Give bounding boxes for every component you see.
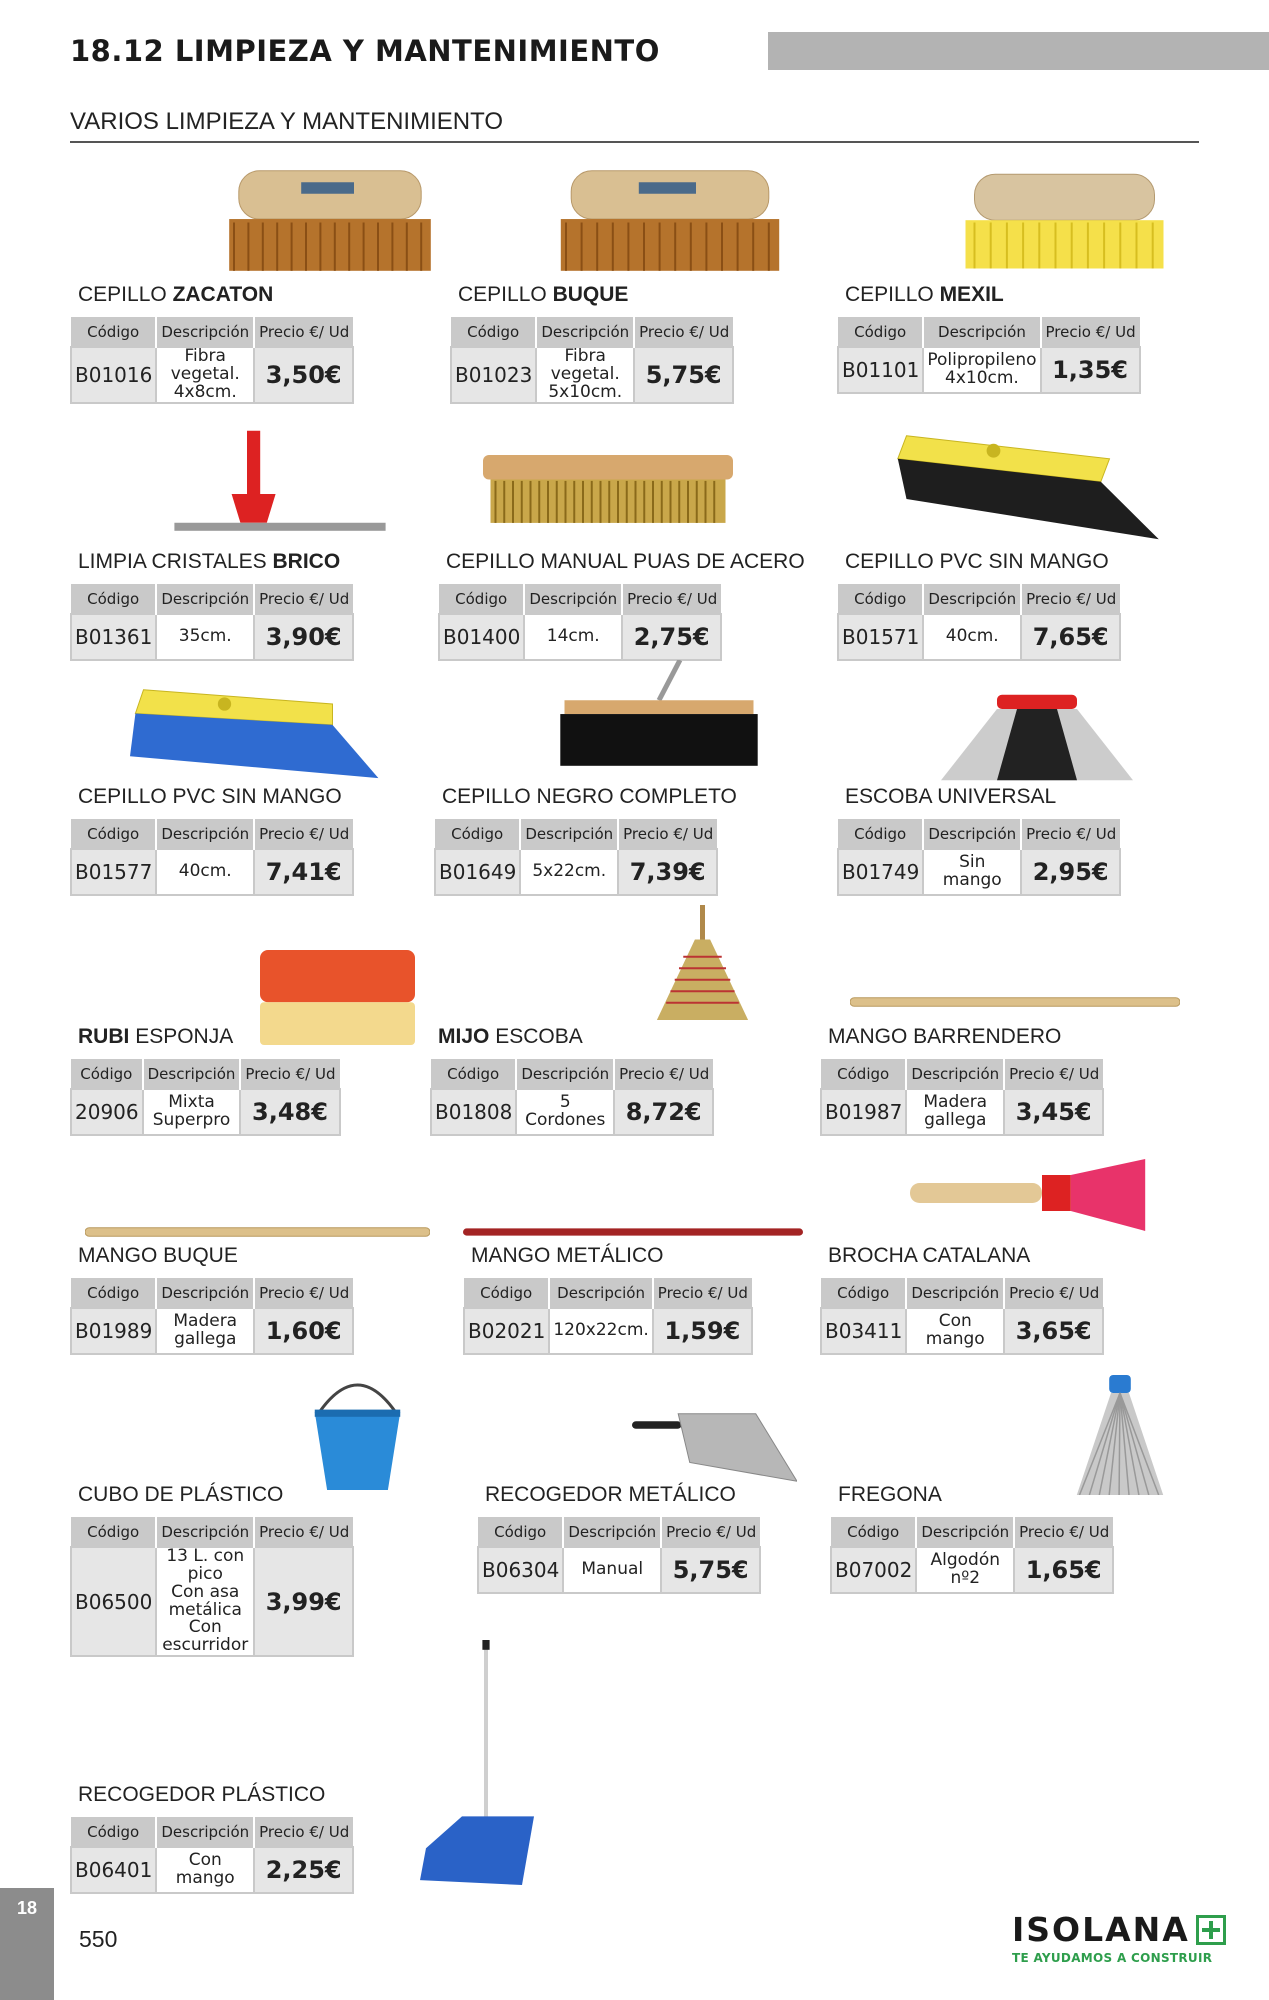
section-divider: [70, 141, 1199, 143]
price-table: [820, 1059, 1104, 1136]
description-line: Madera gallega: [923, 1092, 988, 1130]
table-header-row: [838, 584, 1120, 614]
description-line: 5x22cm.: [532, 861, 607, 882]
push-broom-icon: [554, 660, 764, 780]
price-table: [837, 584, 1121, 661]
page-title: 18.12 LIMPIEZA Y MANTENIMIENTO: [70, 34, 660, 68]
header-description: Descripción: [520, 819, 618, 849]
table-row: [71, 614, 353, 660]
product-price: 2,95€: [1021, 849, 1120, 895]
table-header-row: [464, 1278, 752, 1308]
product-name: [78, 1244, 238, 1268]
header-description: Descripción: [156, 819, 254, 849]
table-row: [71, 347, 353, 403]
product-name: [838, 1483, 942, 1507]
brand-tagline: TE AYUDAMOS A CONSTRUIR: [1012, 1951, 1213, 1965]
header-description: Descripción: [923, 317, 1040, 347]
table-header-row: [71, 1817, 353, 1847]
wire-brush-icon: [483, 455, 733, 530]
product-price: 3,45€: [1004, 1089, 1103, 1135]
header-bar: [768, 32, 1269, 70]
product-price: 2,25€: [254, 1847, 353, 1893]
table-row: [464, 1308, 752, 1354]
product-code: B01649: [435, 849, 520, 895]
header-description: Descripción: [156, 317, 254, 347]
header-code: Código: [71, 584, 156, 614]
product-price: 3,99€: [254, 1547, 353, 1656]
product-name-plain: CEPILLO: [845, 283, 934, 306]
product-description: [516, 1089, 614, 1135]
straw-broom-icon: [655, 905, 750, 1025]
header-description: Descripción: [536, 317, 634, 347]
brand-logo: [1012, 1910, 1226, 1965]
brand-name: ISOLANA: [1012, 1910, 1190, 1949]
header-code: Código: [431, 1059, 516, 1089]
chapter-tab: [0, 1888, 54, 2000]
sponge-icon: [260, 950, 415, 1050]
product-name-plain: MANGO METÁLICO: [471, 1244, 664, 1267]
price-table: [70, 317, 354, 404]
price-table: [70, 819, 354, 896]
description-line: 4x8cm.: [173, 381, 237, 402]
price-table: [830, 1517, 1114, 1594]
description-line: Algodón nº2: [930, 1550, 1000, 1588]
product-name: [78, 283, 273, 307]
price-table: [430, 1059, 714, 1136]
product-name-plain: RECOGEDOR METÁLICO: [485, 1483, 736, 1506]
header-price: Precio €/ Ud: [634, 317, 733, 347]
yellow-brush-icon: [952, 165, 1177, 285]
product-description: [520, 849, 618, 895]
table-header-row: [71, 1059, 340, 1089]
header-price: Precio €/ Ud: [1004, 1059, 1103, 1089]
product-name-plain: LIMPIA CRISTALES: [78, 550, 267, 573]
product-code: B01016: [71, 347, 156, 403]
product-name: [438, 1025, 583, 1049]
header-price: Precio €/ Ud: [254, 1278, 353, 1308]
header-code: Código: [838, 317, 923, 347]
product-price: 5,75€: [634, 347, 733, 403]
table-row: [821, 1308, 1103, 1354]
wooden-brush-icon: [540, 165, 800, 285]
product-price: 1,59€: [653, 1308, 752, 1354]
description-line: Madera gallega: [173, 1311, 238, 1349]
table-row: [838, 614, 1120, 660]
product-description: [156, 1547, 254, 1656]
header-price: Precio €/ Ud: [653, 1278, 752, 1308]
product-name: [442, 785, 737, 809]
header-code: Código: [435, 819, 520, 849]
plus-icon: [1196, 1915, 1226, 1945]
product-code: B02021: [464, 1308, 549, 1354]
product-name-plain: BROCHA CATALANA: [828, 1244, 1031, 1267]
paint-brush-icon: [910, 1155, 1150, 1240]
table-row: [439, 614, 721, 660]
product-description: [156, 1847, 254, 1893]
product-price: 3,90€: [254, 614, 353, 660]
mop-icon: [1075, 1375, 1165, 1500]
header-code: Código: [831, 1517, 916, 1547]
table-row: [838, 849, 1120, 895]
black-broom-head-icon: [892, 430, 1182, 550]
description-line: 14cm.: [546, 626, 600, 647]
metal-dustpan-icon: [632, 1410, 797, 1490]
product-name: [845, 785, 1056, 809]
header-price: Precio €/ Ud: [622, 584, 721, 614]
product-name-plain: CUBO DE PLÁSTICO: [78, 1483, 284, 1506]
header-code: Código: [439, 584, 524, 614]
product-name-bold: BRICO: [272, 550, 341, 573]
table-header-row: [71, 1278, 353, 1308]
header-description: Descripción: [524, 584, 622, 614]
price-table: [70, 1059, 341, 1136]
price-table: [837, 317, 1141, 394]
product-code: B01808: [431, 1089, 516, 1135]
table-header-row: [71, 317, 353, 347]
description-line: 40cm.: [945, 626, 999, 647]
section-title: VARIOS LIMPIEZA Y MANTENIMIENTO: [70, 108, 503, 135]
product-code: B03411: [821, 1308, 906, 1354]
product-name: [485, 1483, 736, 1507]
header-code: Código: [71, 1278, 156, 1308]
product-name-plain: CEPILLO MANUAL PUAS DE ACERO: [446, 550, 805, 573]
product-name-plain: CEPILLO NEGRO COMPLETO: [442, 785, 737, 808]
window-squeegee-icon: [170, 425, 390, 545]
price-table: [477, 1517, 761, 1594]
header-code: Código: [71, 1059, 143, 1089]
table-row: [71, 849, 353, 895]
table-row: [71, 1089, 340, 1135]
table-header-row: [838, 317, 1140, 347]
header-code: Código: [821, 1059, 906, 1089]
table-header-row: [831, 1517, 1113, 1547]
header-price: Precio €/ Ud: [1021, 584, 1120, 614]
header-price: Precio €/ Ud: [1004, 1278, 1103, 1308]
header-price: Precio €/ Ud: [614, 1059, 713, 1089]
description-line: Polipropileno: [927, 350, 1037, 371]
product-code: B01023: [451, 347, 536, 403]
product-code: B07002: [831, 1547, 916, 1593]
table-row: [838, 347, 1140, 393]
product-name-plain: FREGONA: [838, 1483, 942, 1506]
product-code: B06500: [71, 1547, 156, 1656]
product-price: 1,65€: [1014, 1547, 1113, 1593]
header-code: Código: [464, 1278, 549, 1308]
table-row: [435, 849, 717, 895]
product-name-bold: RUBI: [78, 1025, 130, 1048]
wooden-handle-icon: [850, 995, 1180, 1014]
header-description: Descripción: [156, 1278, 254, 1308]
product-code: B06401: [71, 1847, 156, 1893]
product-name-plain: ESCOBA UNIVERSAL: [845, 785, 1057, 808]
price-table: [463, 1278, 753, 1355]
product-description: [923, 849, 1021, 895]
header-price: Precio €/ Ud: [254, 1517, 353, 1547]
table-row: [478, 1547, 760, 1593]
table-header-row: [838, 819, 1120, 849]
description-line: 40cm.: [178, 861, 232, 882]
product-name: [828, 1244, 1030, 1268]
product-price: 3,65€: [1004, 1308, 1103, 1354]
description-line: Mixta: [168, 1092, 215, 1113]
header-price: Precio €/ Ud: [254, 317, 353, 347]
product-name-bold: MEXIL: [939, 283, 1004, 306]
header-price: Precio €/ Ud: [254, 1817, 353, 1847]
product-code: B01749: [838, 849, 923, 895]
product-price: 3,48€: [240, 1089, 339, 1135]
chapter-tab-label: 18: [16, 1898, 38, 1918]
product-description: [156, 614, 254, 660]
header-description: Descripción: [906, 1059, 1004, 1089]
product-price: 7,39€: [618, 849, 717, 895]
product-price: 1,35€: [1041, 347, 1140, 393]
product-name-plain: ESCOBA: [495, 1025, 583, 1048]
bucket-icon: [310, 1370, 405, 1495]
price-table: [438, 584, 722, 661]
product-description: [916, 1547, 1014, 1593]
product-name: [458, 283, 628, 307]
header-code: Código: [71, 819, 156, 849]
header-code: Código: [821, 1278, 906, 1308]
product-description: [906, 1089, 1004, 1135]
table-header-row: [435, 819, 717, 849]
product-name: [78, 1025, 233, 1049]
product-name: [78, 550, 340, 574]
product-name: [845, 550, 1109, 574]
product-description: [906, 1308, 1004, 1354]
metal-handle-icon: [463, 1225, 803, 1243]
product-code: B01101: [838, 347, 923, 393]
table-row: [831, 1547, 1113, 1593]
plastic-dustpan-icon: [420, 1640, 540, 1890]
product-description: [549, 1308, 652, 1354]
product-name: [845, 283, 1004, 307]
table-header-row: [478, 1517, 760, 1547]
product-name-plain: CEPILLO: [78, 283, 167, 306]
product-name-plain: CEPILLO PVC SIN MANGO: [845, 550, 1109, 573]
price-table: [70, 1517, 354, 1657]
product-description: [143, 1089, 241, 1135]
description-line: Superpro: [152, 1110, 231, 1130]
description-line: Con mango: [175, 1850, 235, 1888]
price-table: [70, 1817, 354, 1894]
header-description: Descripción: [916, 1517, 1014, 1547]
description-line: 5x10cm.: [548, 381, 623, 402]
product-description: [536, 347, 634, 403]
product-name-plain: MANGO BARRENDERO: [828, 1025, 1062, 1048]
header-code: Código: [71, 317, 156, 347]
header-description: Descripción: [563, 1517, 661, 1547]
product-description: [923, 347, 1040, 393]
product-description: [524, 614, 622, 660]
product-code: B06304: [478, 1547, 563, 1593]
price-table: [70, 1278, 354, 1355]
product-name: [446, 550, 805, 574]
table-row: [451, 347, 733, 403]
header-description: Descripción: [516, 1059, 614, 1089]
header-description: Descripción: [923, 584, 1021, 614]
header-price: Precio €/ Ud: [618, 819, 717, 849]
table-header-row: [821, 1278, 1103, 1308]
header-price: Precio €/ Ud: [254, 819, 353, 849]
description-line: Sin mango: [942, 852, 1002, 890]
product-description: [156, 1308, 254, 1354]
product-name: [78, 785, 342, 809]
product-name-bold: MIJO: [438, 1025, 490, 1048]
product-price: 5,75€: [661, 1547, 760, 1593]
description-line: 5 Cordones: [525, 1092, 606, 1130]
table-row: [71, 1308, 353, 1354]
product-price: 1,60€: [254, 1308, 353, 1354]
header-price: Precio €/ Ud: [661, 1517, 760, 1547]
table-row: [431, 1089, 713, 1135]
header-code: Código: [451, 317, 536, 347]
description-line: Manual: [581, 1559, 644, 1580]
product-price: 3,50€: [254, 347, 353, 403]
product-price: 2,75€: [622, 614, 721, 660]
product-price: 8,72€: [614, 1089, 713, 1135]
page-number: 550: [79, 1926, 118, 1952]
product-name-plain: CEPILLO: [458, 283, 547, 306]
universal-broom-icon: [937, 690, 1137, 790]
header-code: Código: [71, 1517, 156, 1547]
wooden-handle-icon: [85, 1225, 430, 1244]
product-name-plain: ESPONJA: [135, 1025, 234, 1048]
product-code: 20906: [71, 1089, 143, 1135]
table-header-row: [439, 584, 721, 614]
header-price: Precio €/ Ud: [1041, 317, 1140, 347]
product-code: B01577: [71, 849, 156, 895]
header-price: Precio €/ Ud: [240, 1059, 339, 1089]
header-description: Descripción: [143, 1059, 241, 1089]
product-code: B01400: [439, 614, 524, 660]
table-header-row: [821, 1059, 1103, 1089]
description-line: 120x22cm.: [553, 1320, 649, 1341]
product-description: [923, 614, 1021, 660]
price-table: [450, 317, 734, 404]
header-price: Precio €/ Ud: [1014, 1517, 1113, 1547]
header-code: Código: [838, 819, 923, 849]
product-name-bold: ZACATON: [172, 283, 274, 306]
product-price: 7,41€: [254, 849, 353, 895]
header-description: Descripción: [923, 819, 1021, 849]
product-name: [78, 1483, 283, 1507]
table-header-row: [71, 819, 353, 849]
table-row: [821, 1089, 1103, 1135]
table-header-row: [451, 317, 733, 347]
wooden-brush-icon: [210, 165, 450, 285]
header-code: Código: [838, 584, 923, 614]
product-name: [471, 1244, 664, 1268]
product-description: [156, 347, 254, 403]
price-table: [434, 819, 718, 896]
header-description: Descripción: [906, 1278, 1004, 1308]
header-description: Descripción: [156, 1817, 254, 1847]
description-line: Con mango: [925, 1311, 985, 1349]
description-line: 35cm.: [178, 626, 232, 647]
description-line: Con escurridor: [162, 1617, 249, 1656]
description-line: Fibra vegetal.: [170, 346, 240, 384]
product-name: [828, 1025, 1061, 1049]
price-table: [70, 584, 354, 661]
product-code: B01989: [71, 1308, 156, 1354]
table-header-row: [431, 1059, 713, 1089]
table-row: [71, 1847, 353, 1893]
product-price: 7,65€: [1021, 614, 1120, 660]
product-name-plain: RECOGEDOR PLÁSTICO: [78, 1783, 326, 1806]
header-description: Descripción: [549, 1278, 652, 1308]
product-name-plain: CEPILLO PVC SIN MANGO: [78, 785, 342, 808]
product-code: B01987: [821, 1089, 906, 1135]
description-line: 4x10cm.: [945, 368, 1019, 388]
product-description: [156, 849, 254, 895]
header-code: Código: [71, 1817, 156, 1847]
description-line: Con asa metálica: [168, 1581, 242, 1620]
price-table: [837, 819, 1121, 896]
header-code: Código: [478, 1517, 563, 1547]
description-line: 13 L. con pico: [166, 1546, 245, 1584]
blue-broom-head-icon: [130, 685, 400, 785]
price-table: [820, 1278, 1104, 1355]
description-line: Fibra vegetal.: [550, 346, 620, 384]
product-code: B01361: [71, 614, 156, 660]
product-name: [78, 1783, 325, 1807]
header-price: Precio €/ Ud: [1021, 819, 1120, 849]
table-header-row: [71, 584, 353, 614]
table-header-row: [71, 1517, 353, 1547]
product-description: [563, 1547, 661, 1593]
table-row: [71, 1547, 353, 1656]
header-description: Descripción: [156, 1517, 254, 1547]
header-price: Precio €/ Ud: [254, 584, 353, 614]
product-name-plain: MANGO BUQUE: [78, 1244, 238, 1267]
product-name-bold: BUQUE: [552, 283, 629, 306]
product-code: B01571: [838, 614, 923, 660]
header-description: Descripción: [156, 584, 254, 614]
